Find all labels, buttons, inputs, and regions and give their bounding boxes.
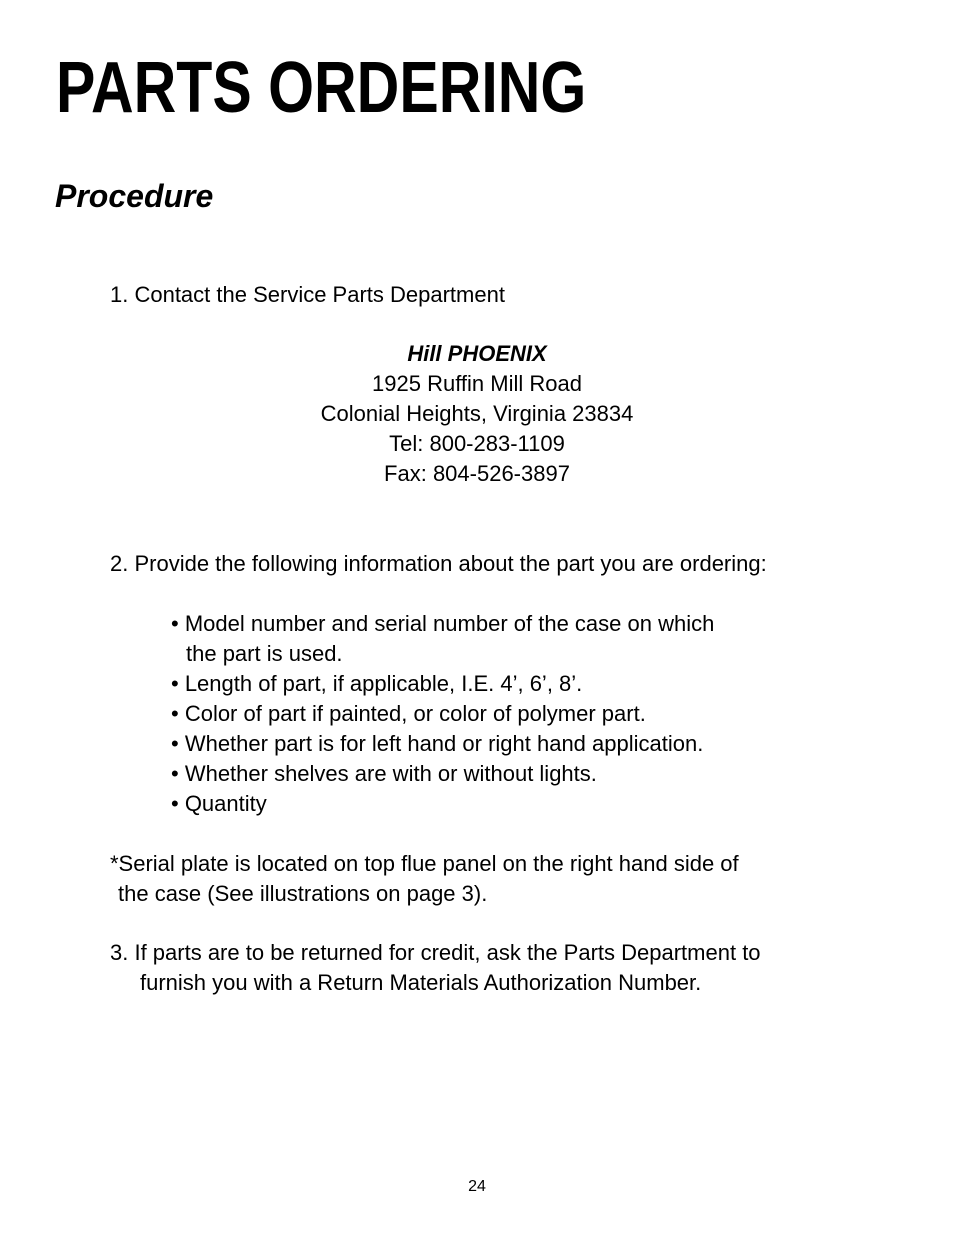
bullet-model-serial: • Model number and serial number of the case on which [171, 611, 715, 636]
bullet-hand-application: • Whether part is for left hand or right hand application. [171, 731, 704, 756]
step-3-line-1: 3. If parts are to be returned for credit, ask the Parts Department to [110, 940, 761, 965]
bullet-model-serial-continued: the part is used. [186, 641, 343, 666]
step-3-line-2: furnish you with a Return Materials Authorization Number. [140, 970, 702, 995]
page-title: PARTS ORDERING [56, 48, 587, 128]
step-1-text: 1. Contact the Service Parts Department [110, 282, 505, 307]
address-line-2: Colonial Heights, Virginia 23834 [320, 401, 634, 426]
bullet-shelves-lights: • Whether shelves are with or without lights. [171, 761, 597, 786]
serial-note-line-2: the case (See illustrations on page 3). [118, 881, 488, 906]
address-line-1: 1925 Ruffin Mill Road [372, 371, 582, 396]
bullet-quantity: • Quantity [171, 791, 267, 816]
bullet-color: • Color of part if painted, or color of polymer part. [171, 701, 646, 726]
section-heading-procedure: Procedure [55, 178, 214, 214]
telephone-number: Tel: 800-283-1109 [389, 431, 565, 456]
serial-note-line-1: *Serial plate is located on top flue panel on the right hand side of [110, 851, 739, 876]
page-number: 24 [468, 1178, 486, 1195]
bullet-length: • Length of part, if applicable, I.E. 4’, 6’, 8’. [171, 671, 583, 696]
fax-number: Fax: 804-526-3897 [384, 461, 570, 486]
company-name: Hill PHOENIX [407, 341, 547, 366]
step-2-text: 2. Provide the following information about the part you are ordering: [110, 551, 767, 576]
